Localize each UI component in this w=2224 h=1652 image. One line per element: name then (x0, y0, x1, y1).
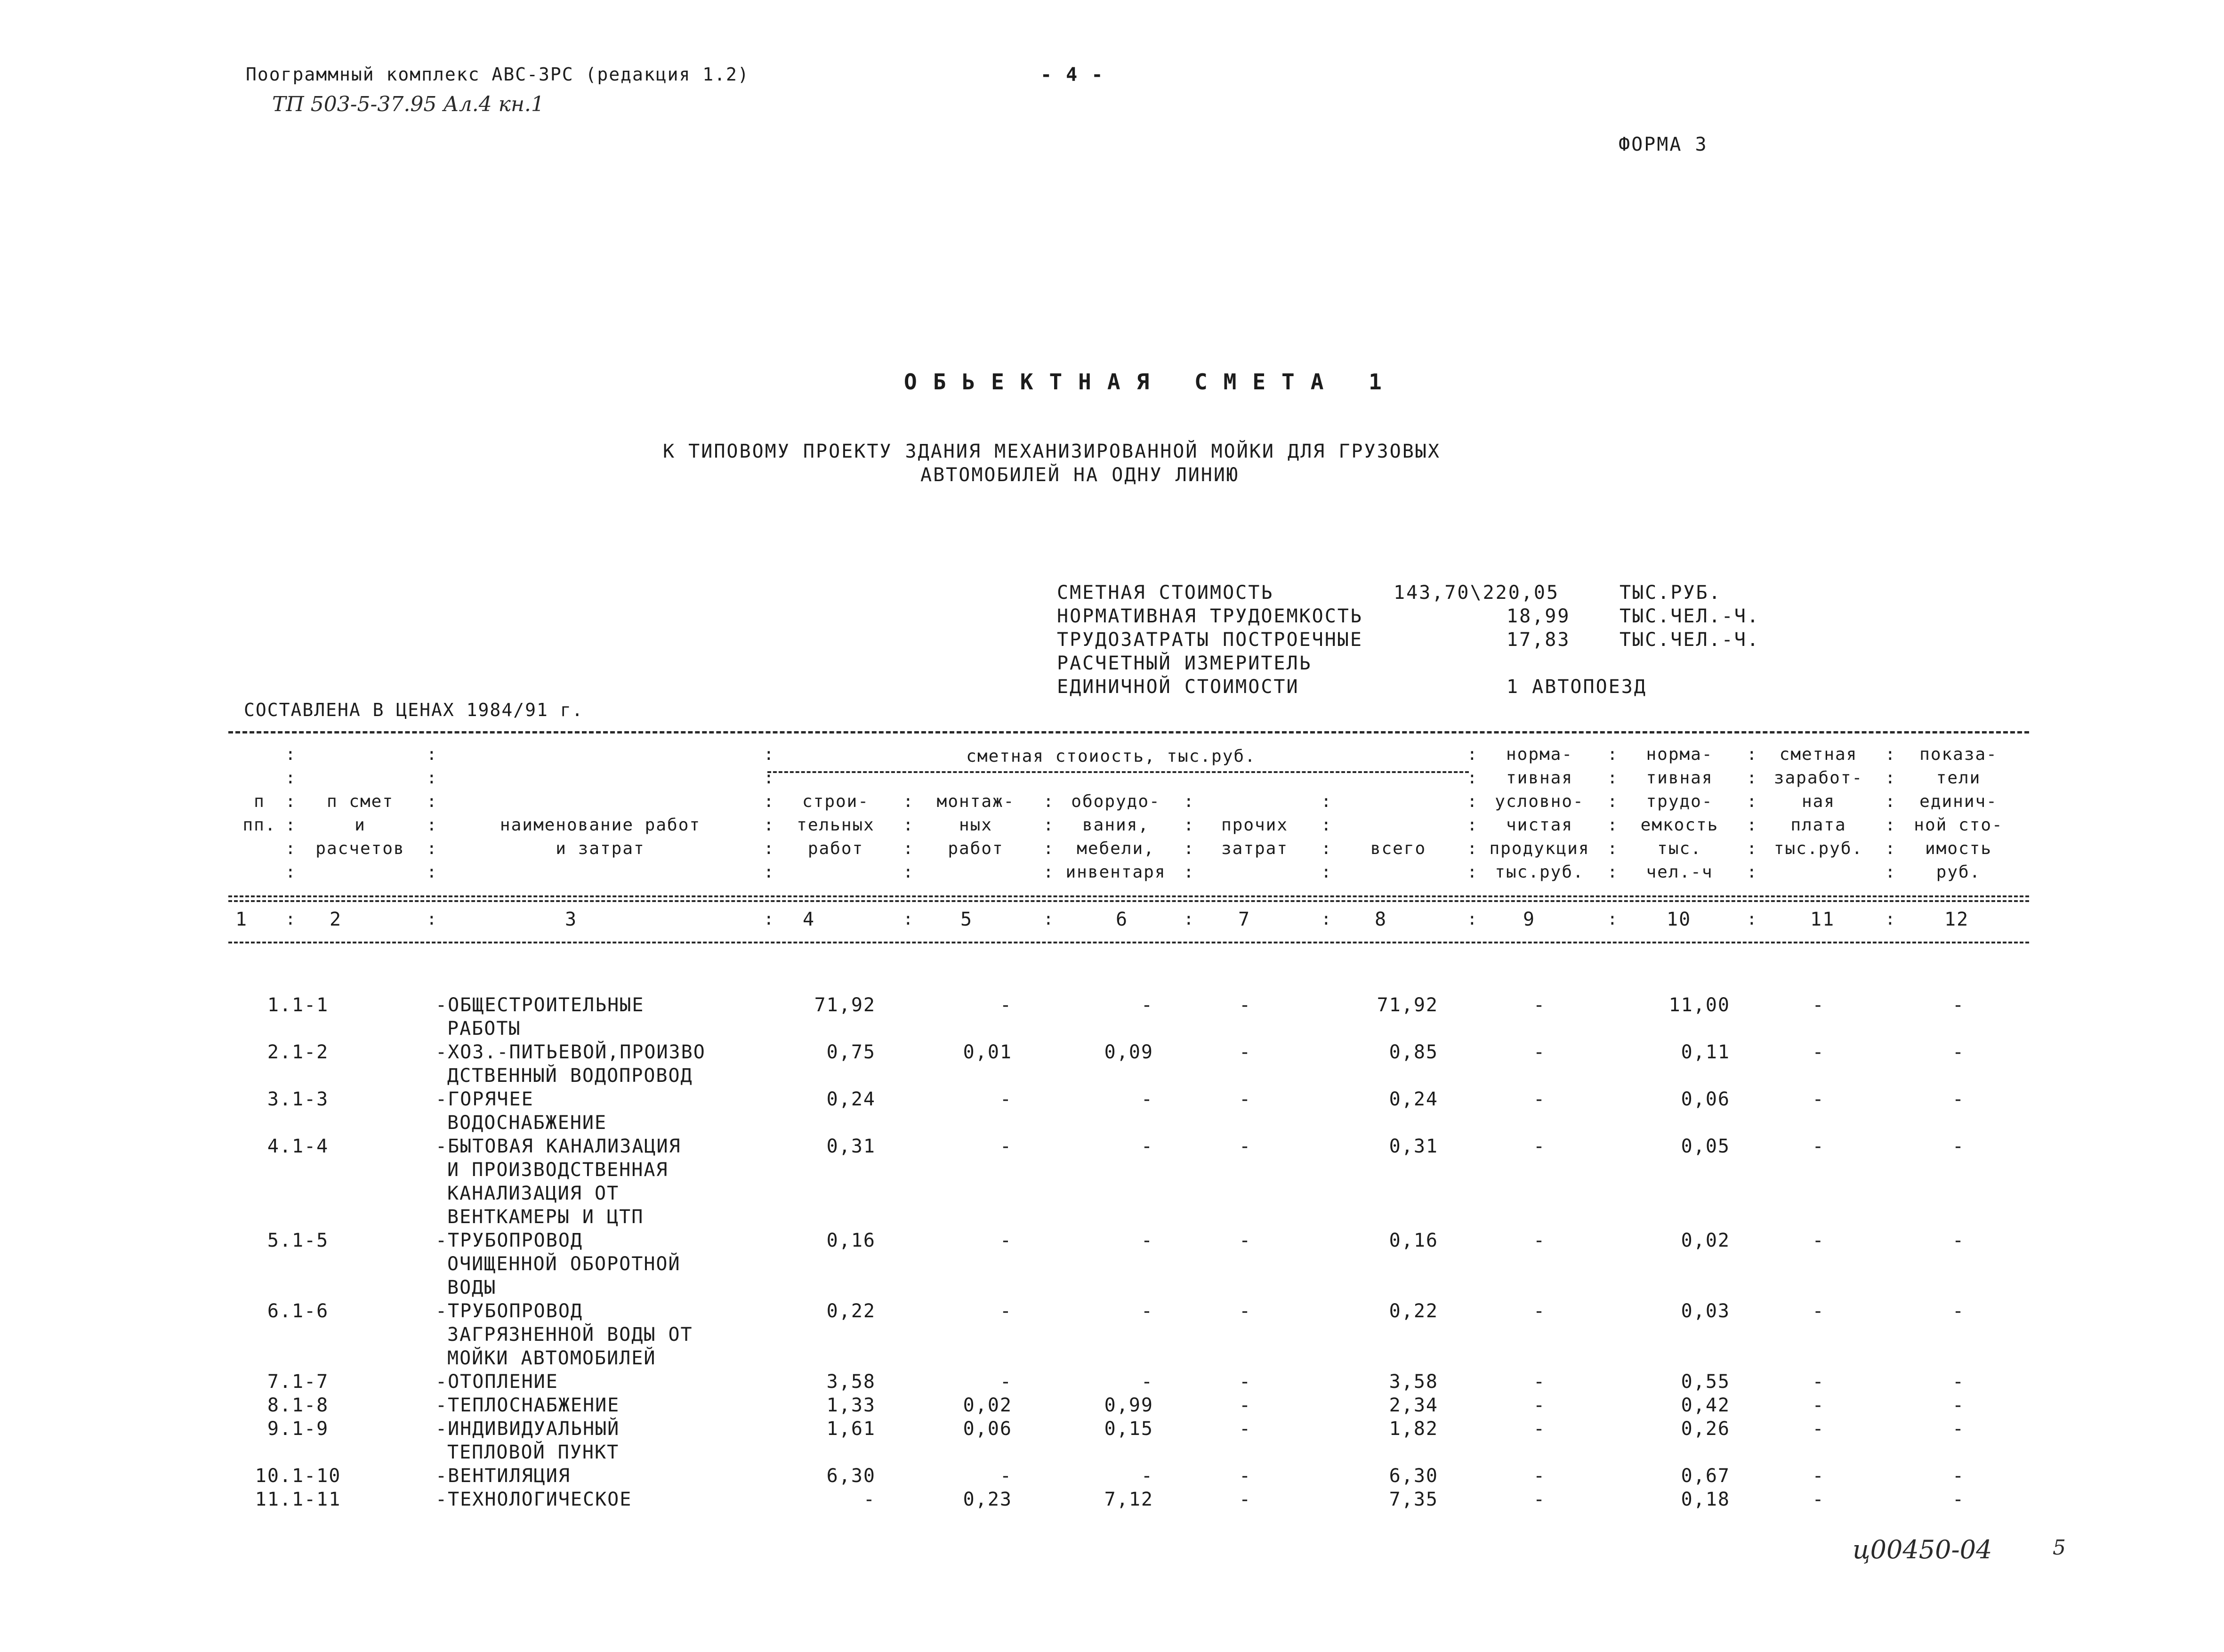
cell-name: -ТЕПЛОСНАБЖЕНИЕ (435, 1394, 620, 1416)
cell-c10: 0,26 (1681, 1418, 1730, 1440)
cell-c4: 71,92 (814, 994, 876, 1016)
cell-c10: 0,11 (1681, 1041, 1730, 1063)
cell-c7: - (1239, 1230, 1252, 1251)
cell-c6: - (1141, 1136, 1153, 1157)
cell-c11: - (1812, 1300, 1825, 1322)
cell-c12: - (1952, 1465, 1965, 1487)
cell-c8: 0,85 (1389, 1041, 1438, 1063)
cell-c10: 11,00 (1668, 994, 1730, 1016)
cell-c11: - (1812, 1465, 1825, 1487)
cell-c8: 6,30 (1389, 1465, 1438, 1487)
cell-c9: - (1533, 1394, 1546, 1416)
cell-c6: 7,12 (1104, 1489, 1153, 1510)
column-number: 11 (1810, 909, 1835, 930)
summary-unit: ТЫС.РУБ. (1620, 582, 1722, 604)
cell-c4: - (863, 1489, 876, 1510)
cell-c10: 0,67 (1681, 1465, 1730, 1487)
cell-n: 3. (267, 1088, 292, 1110)
cell-n: 5. (267, 1230, 292, 1251)
cell-c10: 0,55 (1681, 1371, 1730, 1393)
col-header-12: показа- тели единич- ной сто- имость руб. (1914, 745, 2003, 882)
cell-c7: - (1239, 1136, 1252, 1157)
cell-c6: 0,09 (1104, 1041, 1153, 1063)
cell-n: 8. (267, 1394, 292, 1416)
cell-c11: - (1812, 1418, 1825, 1440)
cell-c5: - (999, 1300, 1012, 1322)
cell-n: 9. (267, 1418, 292, 1440)
summary-value: 18,99 (1507, 605, 1571, 627)
cell-c8: 3,58 (1389, 1371, 1438, 1393)
column-number: 5 (960, 909, 973, 930)
cell-c11: - (1812, 1489, 1825, 1510)
cell-ref: 1-8 (292, 1394, 329, 1416)
cell-c11: - (1812, 1394, 1825, 1416)
cell-c6: - (1141, 994, 1153, 1016)
col-header-6: оборудо- вания, мебели, инвентаря (1065, 792, 1166, 882)
cell-c11: - (1812, 1230, 1825, 1251)
cell-c4: 0,16 (826, 1230, 876, 1251)
cell-name: ВЕНТКАМЕРЫ И ЦТП (447, 1206, 644, 1228)
document-reference: ТП 503-5-37.95 Ал.4 кн.1 (272, 92, 544, 116)
summary-label: ТРУДОЗАТРАТЫ ПОСТРОЕЧНЫЕ (1057, 629, 1363, 651)
document-subtitle-line2: АВТОМОБИЛЕЙ НА ОДНУ ЛИНИЮ (920, 464, 1240, 486)
cell-c8: 0,31 (1389, 1136, 1438, 1157)
document-subtitle-line1: К ТИПОВОМУ ПРОЕКТУ ЗДАНИЯ МЕХАНИЗИРОВАННОЙ МОЙКИ ДЛЯ ГРУЗОВЫХ (663, 441, 1441, 462)
cell-ref: 1-10 (292, 1465, 341, 1487)
cell-c12: - (1952, 1088, 1965, 1110)
column-separator: : (1184, 910, 1194, 929)
cell-c7: - (1239, 1489, 1252, 1510)
cell-c12: - (1952, 1041, 1965, 1063)
column-separator: : (1885, 910, 1895, 929)
cell-c4: 3,58 (826, 1371, 876, 1393)
page-number: 5 (2053, 1536, 2066, 1560)
col-header-9: норма- тивная условно- чистая продукция тыс.руб. (1489, 745, 1590, 882)
cell-c12: - (1952, 1300, 1965, 1322)
cell-ref: 1-3 (292, 1088, 329, 1110)
column-separator: : (285, 910, 296, 929)
cell-c6: - (1141, 1230, 1153, 1251)
cell-name: КАНАЛИЗАЦИЯ ОТ (447, 1183, 620, 1204)
cell-c8: 1,82 (1389, 1418, 1438, 1440)
col-header-1: п пп. (242, 792, 276, 835)
cell-ref: 1-4 (292, 1136, 329, 1157)
cell-n: 6. (267, 1300, 292, 1322)
cell-c9: - (1533, 994, 1546, 1016)
cell-c12: - (1952, 1489, 1965, 1510)
document-title: ОБЬЕКТНАЯ СМЕТА 1 (904, 369, 1398, 395)
cell-name: -ОТОПЛЕНИЕ (435, 1371, 558, 1393)
cell-c4: 6,30 (826, 1465, 876, 1487)
cell-name: -ТРУБОПРОВОД (435, 1230, 583, 1251)
cell-n: 11. (255, 1489, 292, 1510)
cell-c11: - (1812, 1041, 1825, 1063)
header-bottom-rule-2 (228, 900, 2029, 902)
cell-ref: 1-6 (292, 1300, 329, 1322)
group-header: сметная стоиость, тыс.руб. (966, 747, 1256, 766)
cell-c6: - (1141, 1088, 1153, 1110)
cell-c5: - (999, 1371, 1012, 1393)
summary-value: 1 АВТОПОЕЗД (1507, 676, 1647, 698)
column-number: 8 (1375, 909, 1387, 930)
summary-label: СМЕТНАЯ СТОИМОСТЬ (1057, 582, 1274, 604)
cell-c9: - (1533, 1489, 1546, 1510)
summary-unit: ТЫС.ЧЕЛ.-Ч. (1620, 629, 1760, 651)
col-header-3: наименование работ и затрат (500, 815, 701, 858)
cell-c7: - (1239, 1088, 1252, 1110)
column-separator: : (903, 910, 913, 929)
column-separator: : (1607, 910, 1618, 929)
cell-n: 7. (267, 1371, 292, 1393)
cell-name: ОЧИЩЕННОЙ ОБОРОТНОЙ (447, 1253, 681, 1275)
column-number: 7 (1238, 909, 1251, 930)
cell-n: 1. (267, 994, 292, 1016)
cell-c5: 0,02 (963, 1394, 1012, 1416)
cell-c9: - (1533, 1418, 1546, 1440)
cell-c8: 7,35 (1389, 1489, 1438, 1510)
cell-c7: - (1239, 1418, 1252, 1440)
cell-name: ДСТВЕННЫЙ ВОДОПРОВОД (447, 1065, 693, 1087)
cell-c12: - (1952, 1394, 1965, 1416)
cell-name: ВОДЫ (447, 1277, 497, 1298)
column-number: 4 (803, 909, 815, 930)
summary-label: НОРМАТИВНАЯ ТРУДОЕМКОСТЬ (1057, 605, 1363, 627)
summary-unit: ТЫС.ЧЕЛ.-Ч. (1620, 605, 1760, 627)
cell-ref: 1-5 (292, 1230, 329, 1251)
cell-c5: - (999, 1465, 1012, 1487)
cell-c8: 71,92 (1377, 994, 1438, 1016)
column-separator: : (764, 910, 774, 929)
cell-c4: 0,75 (826, 1041, 876, 1063)
cell-c11: - (1812, 1088, 1825, 1110)
column-number: 2 (330, 909, 342, 930)
cell-c6: 0,15 (1104, 1418, 1153, 1440)
cell-c9: - (1533, 1088, 1546, 1110)
cell-ref: 1-11 (292, 1489, 341, 1510)
column-number: 9 (1523, 909, 1536, 930)
cell-c12: - (1952, 994, 1965, 1016)
cell-c4: 0,31 (826, 1136, 876, 1157)
column-number: 10 (1667, 909, 1692, 930)
prices-note: СОСТАВЛЕНА В ЦЕНАХ 1984/91 г. (244, 700, 584, 720)
col-header-8: всего (1370, 839, 1426, 858)
cell-n: 2. (267, 1041, 292, 1063)
cell-c10: 0,18 (1681, 1489, 1730, 1510)
cell-name: -ТЕХНОЛОГИЧЕСКОЕ (435, 1489, 632, 1510)
cell-c5: - (999, 1136, 1012, 1157)
summary-value: 143,70\220,05 (1394, 582, 1560, 604)
cell-name: РАБОТЫ (447, 1018, 521, 1040)
cell-c4: 0,22 (826, 1300, 876, 1322)
cell-c7: - (1239, 1465, 1252, 1487)
cell-c5: 0,23 (963, 1489, 1012, 1510)
summary-label: РАСЧЕТНЫЙ ИЗМЕРИТЕЛЬ (1057, 653, 1312, 674)
col-header-4: строи- тельных работ (797, 792, 875, 858)
col-header-2: п смет и расчетов (315, 792, 405, 858)
cell-ref: 1-9 (292, 1418, 329, 1440)
cell-c5: 0,01 (963, 1041, 1012, 1063)
column-number: 12 (1944, 909, 1969, 930)
summary-label: ЕДИНИЧНОЙ СТОИМОСТИ (1057, 676, 1299, 698)
cell-c12: - (1952, 1230, 1965, 1251)
cell-name: ВОДОСНАБЖЕНИЕ (447, 1112, 607, 1134)
cell-name: -ТРУБОПРОВОД (435, 1300, 583, 1322)
page-marker: - 4 - (1040, 64, 1104, 86)
cell-ref: 1-1 (292, 994, 329, 1016)
cell-c10: 0,06 (1681, 1088, 1730, 1110)
column-separator: : (1321, 910, 1331, 929)
table-top-rule (228, 731, 2029, 733)
column-separator: : (427, 910, 437, 929)
header-bottom-rule (228, 895, 2029, 897)
cell-c4: 0,24 (826, 1088, 876, 1110)
handwritten-stamp: ц00450-04 (1853, 1535, 1992, 1564)
cell-c4: 1,61 (826, 1418, 876, 1440)
cell-c11: - (1812, 994, 1825, 1016)
cell-c10: 0,03 (1681, 1300, 1730, 1322)
cell-name: -ХОЗ.-ПИТЬЕВОЙ,ПРОИЗВО (435, 1041, 706, 1063)
cell-c7: - (1239, 1394, 1252, 1416)
cell-ref: 1-7 (292, 1371, 329, 1393)
col-header-5: монтаж- ных работ (936, 792, 1015, 858)
cell-name: -ИНДИВИДУАЛЬНЫЙ (435, 1418, 620, 1440)
cell-c10: 0,02 (1681, 1230, 1730, 1251)
cell-name: -ГОРЯЧЕЕ (435, 1088, 534, 1110)
cell-name: -ВЕНТИЛЯЦИЯ (435, 1465, 571, 1487)
cell-c7: - (1239, 1300, 1252, 1322)
cell-c5: - (999, 994, 1012, 1016)
cell-c7: - (1239, 994, 1252, 1016)
cell-c5: - (999, 1088, 1012, 1110)
column-separator: : (1467, 910, 1477, 929)
cell-c6: - (1141, 1300, 1153, 1322)
cell-c8: 0,24 (1389, 1088, 1438, 1110)
cell-c9: - (1533, 1041, 1546, 1063)
cell-c9: - (1533, 1371, 1546, 1393)
cell-c12: - (1952, 1371, 1965, 1393)
cell-name: ТЕПЛОВОЙ ПУНКТ (447, 1442, 620, 1463)
cell-name: -БЫТОВАЯ КАНАЛИЗАЦИЯ (435, 1136, 681, 1157)
summary-value: 17,83 (1507, 629, 1571, 651)
cell-c9: - (1533, 1465, 1546, 1487)
column-separator: : (1747, 910, 1757, 929)
form-label: ФОРМА 3 (1619, 134, 1708, 155)
cell-c12: - (1952, 1136, 1965, 1157)
cell-name: МОЙКИ АВТОМОБИЛЕЙ (447, 1347, 656, 1369)
cell-c9: - (1533, 1230, 1546, 1251)
cell-name: И ПРОИЗВОДСТВЕННАЯ (447, 1159, 669, 1181)
cell-c12: - (1952, 1418, 1965, 1440)
column-number: 3 (565, 909, 578, 930)
column-number: 6 (1116, 909, 1128, 930)
cell-c11: - (1812, 1371, 1825, 1393)
col-header-11: сметная заработ- ная плата тыс.руб. (1773, 745, 1863, 858)
cell-c9: - (1533, 1300, 1546, 1322)
cell-name: ЗАГРЯЗНЕННОЙ ВОДЫ ОТ (447, 1324, 693, 1346)
group-header-rule (767, 771, 1469, 773)
cell-c10: 0,05 (1681, 1136, 1730, 1157)
program-caption: Поограммный комплекс АВС-ЗРС (редакция 1.2) (246, 64, 749, 85)
cell-c7: - (1239, 1371, 1252, 1393)
col-header-10: норма- тивная трудо- емкость тыс. чел.-ч (1640, 745, 1719, 882)
column-separator: : (1043, 910, 1054, 929)
numbers-bottom-rule (228, 942, 2029, 943)
cell-name: -ОБЩЕСТРОИТЕЛЬНЫЕ (435, 994, 645, 1016)
cell-c8: 0,16 (1389, 1230, 1438, 1251)
cell-c8: 0,22 (1389, 1300, 1438, 1322)
cell-c11: - (1812, 1136, 1825, 1157)
cell-c4: 1,33 (826, 1394, 876, 1416)
cell-n: 10. (255, 1465, 292, 1487)
cell-c9: - (1533, 1136, 1546, 1157)
cell-c6: - (1141, 1371, 1153, 1393)
column-number: 1 (235, 909, 248, 930)
cell-c8: 2,34 (1389, 1394, 1438, 1416)
cell-ref: 1-2 (292, 1041, 329, 1063)
cell-c5: - (999, 1230, 1012, 1251)
cell-n: 4. (267, 1136, 292, 1157)
cell-c5: 0,06 (963, 1418, 1012, 1440)
cell-c6: 0,99 (1104, 1394, 1153, 1416)
cell-c6: - (1141, 1465, 1153, 1487)
cell-c7: - (1239, 1041, 1252, 1063)
col-header-7: прочих затрат (1221, 815, 1289, 858)
cell-c10: 0,42 (1681, 1394, 1730, 1416)
